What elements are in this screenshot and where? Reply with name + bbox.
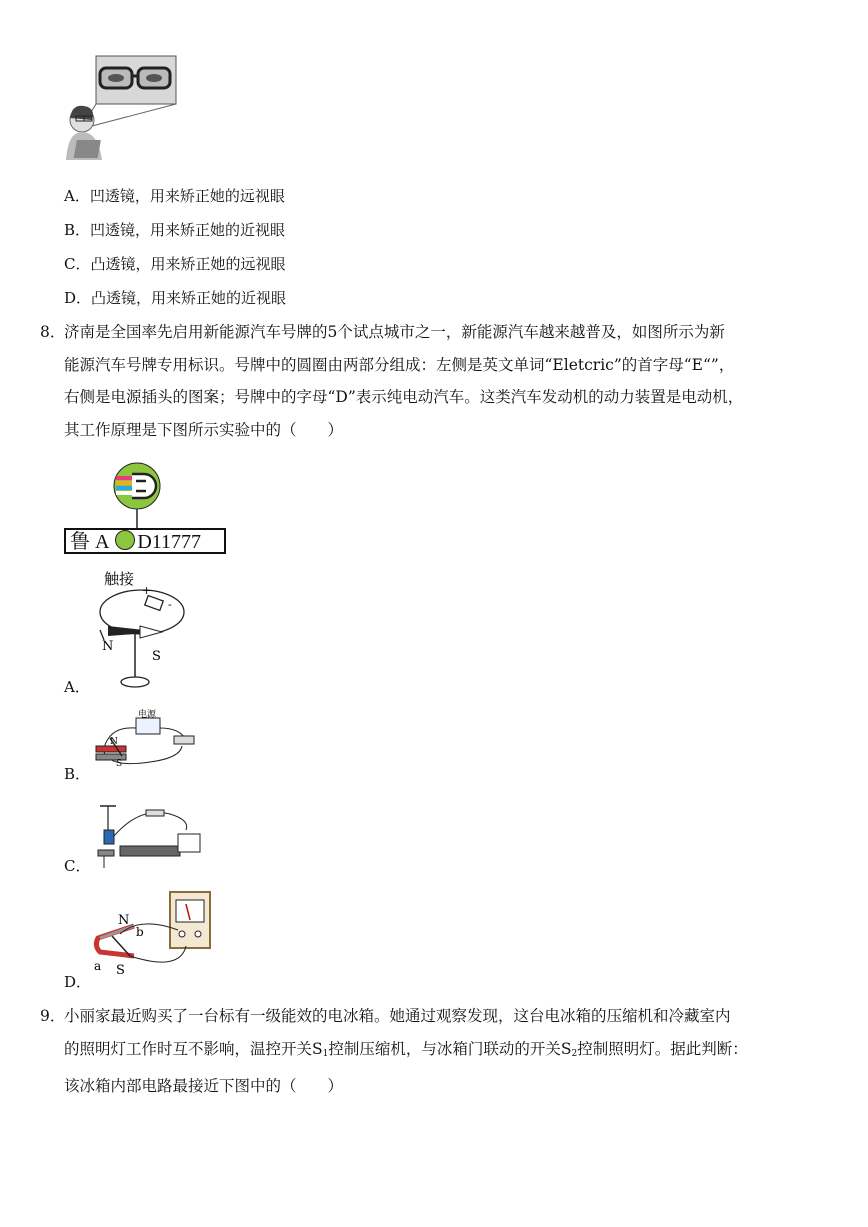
d-north-label: N — [118, 913, 130, 928]
q8-figure-c — [90, 800, 206, 870]
touch-label: 触接 — [104, 570, 135, 588]
b-north-label: N — [110, 737, 118, 747]
south-label: S — [152, 649, 161, 664]
q7-option-d: D．凸透镜，用来矫正她的近视眼 — [64, 289, 287, 307]
new-energy-logo — [110, 462, 164, 530]
north-label: N — [102, 639, 114, 654]
q8-figure-d — [90, 886, 220, 978]
minus-sign: - — [168, 598, 172, 611]
plate-number: D11777 — [137, 531, 202, 553]
q8-figure-b — [90, 708, 204, 768]
q8-label-b: B． — [64, 765, 91, 783]
plate-small-logo — [115, 530, 135, 550]
q8-line-2: 能源汽车号牌专用标识。号牌中的圆圈由两部分组成：左侧是英文单词“Eletcric”的首字母“E“”， — [64, 355, 735, 374]
d-b-label: b — [136, 925, 144, 939]
girl-glasses-figure — [62, 54, 180, 162]
q7-option-b: B．凹透镜，用来矫正她的近视眼 — [64, 221, 286, 239]
q9-line-2: 的照明灯工作时互不影响，温控开关$S_1$控制压缩机，与冰箱门联动的开关$S_2$控制照明灯。据此判断： — [64, 1039, 748, 1059]
d-a-label: a — [94, 959, 102, 973]
power-label: 电源 — [138, 710, 157, 720]
q7-option-a: A．凹透镜，用来矫正她的远视眼 — [64, 187, 285, 205]
q9-line-1: 9．小丽家最近购买了一台标有一级能效的电冰箱。她通过观察发现，这台电冰箱的压缩机和冷藏室内 — [40, 1007, 731, 1025]
q7-option-c: C．凸透镜，用来矫正她的远视眼 — [64, 255, 286, 273]
q8-line-4: 其工作原理是下图所示实验中的（ ） — [64, 420, 344, 439]
d-south-label: S — [116, 963, 125, 978]
q8-figure-a — [90, 566, 190, 690]
plus-sign: + — [142, 584, 152, 597]
q8-label-a: A． — [64, 678, 90, 696]
plate-prefix: 鲁 A — [70, 531, 109, 553]
q8-stem — [40, 316, 840, 446]
q8-line-3: 右侧是电源插头的图案；号牌中的字母“D”表示纯电动汽车。这类汽车发动机的动力装置是电动机， — [64, 388, 744, 406]
q8-label-d: D． — [64, 973, 92, 991]
license-plate — [64, 528, 226, 554]
q8-line-1: 8．济南是全国率先启用新能源汽车号牌的5个试点城市之一，新能源汽车越来越普及，如图所示为新 — [40, 323, 725, 341]
q9-line-3: 该冰箱内部电路最接近下图中的（ ） — [64, 1077, 344, 1095]
q8-label-c: C． — [64, 857, 91, 875]
b-south-label: S — [116, 759, 123, 768]
q9-stem — [40, 1000, 840, 1103]
